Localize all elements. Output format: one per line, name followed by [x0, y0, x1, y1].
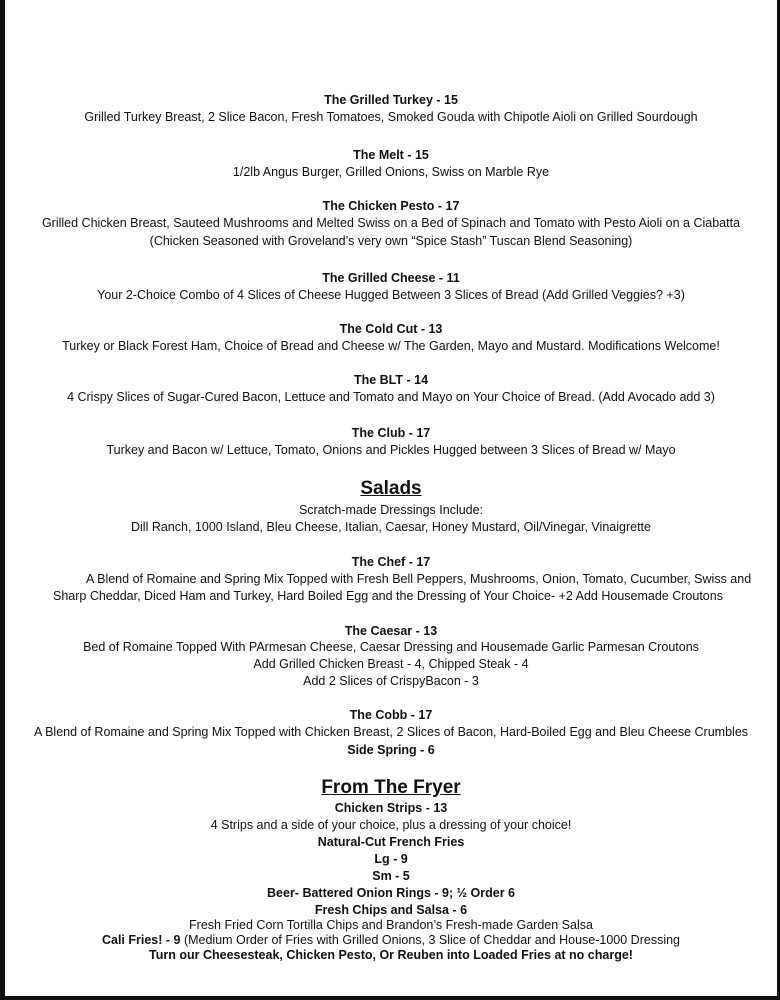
item-title-club: The Club - 17: [351, 426, 431, 440]
loaded-fries-note: Turn our Cheesesteak, Chicken Pesto, Or Reuben into Loaded Fries at no charge!: [149, 948, 633, 962]
item-desc-chicken-pesto: Grilled Chicken Breast, Sauteed Mushrooms and Melted Swiss on a Bed of Spinach and Tomato with Pesto Aioli on a Ciabatta: [41, 216, 741, 230]
item-desc-blt: 4 Crispy Slices of Sugar-Cured Bacon, Lettuce and Tomato and Mayo on Your Choice of Bread. (Add Avocado add 3): [67, 390, 715, 404]
item-desc-chef-line1: A Blend of Romaine and Spring Mix Topped with Fresh Bell Peppers, Mushrooms, Onion, Tomato, Cucumber, Swiss and: [86, 572, 752, 586]
item-desc-chef-line2: Sharp Cheddar, Diced Ham and Turkey, Hard Boiled Egg and the Dressing of Your Choice- +2 Add Housemade Croutons: [53, 589, 723, 603]
item-desc-caesar: Bed of Romaine Topped With PArmesan Cheese, Caesar Dressing and Housemade Garlic Parmesan Croutons: [83, 640, 699, 654]
item-desc-melt: 1/2lb Angus Burger, Grilled Onions, Swiss on Marble Rye: [232, 165, 550, 179]
item-fries-small: Sm - 5: [372, 869, 410, 883]
item-desc-club: Turkey and Bacon w/ Lettuce, Tomato, Onions and Pickles Hugged between 3 Slices of Bread w/ Mayo: [106, 443, 676, 457]
item-title-chips-salsa: Fresh Chips and Salsa - 6: [314, 903, 468, 917]
item-fries-large: Lg - 9: [374, 852, 408, 866]
item-note-chicken-pesto: (Chicken Seasoned with Groveland’s very own “Spice Stash” Tuscan Blend Seasoning): [149, 234, 633, 248]
item-desc-cobb: A Blend of Romaine and Spring Mix Topped with Chicken Breast, 2 Slices of Bacon, Hard-Boiled Egg and Bleu Cheese Crumbles: [33, 725, 749, 739]
item-title-chicken-strips: Chicken Strips - 13: [334, 801, 448, 815]
item-addon-caesar-1: Add Grilled Chicken Breast - 4, Chipped Steak - 4: [253, 657, 529, 671]
item-title-cold-cut: The Cold Cut - 13: [339, 322, 443, 336]
section-heading-salads: Salads: [360, 478, 422, 499]
item-desc-grilled-cheese: Your 2-Choice Combo of 4 Slices of Cheese Hugged Between 3 Slices of Bread (Add Grilled Veggies? +3): [97, 288, 685, 302]
item-addon-caesar-2: Add 2 Slices of CrispyBacon - 3: [303, 674, 479, 688]
item-desc-chicken-strips: 4 Strips and a side of your choice, plus a dressing of your choice!: [210, 818, 572, 832]
item-side-spring: Side Spring - 6: [347, 743, 435, 757]
item-title-grilled-turkey: The Grilled Turkey - 15: [324, 93, 458, 107]
item-title-caesar: The Caesar - 13: [344, 624, 438, 638]
dressings-intro: Scratch-made Dressings Include:: [298, 503, 484, 517]
item-desc-grilled-turkey: Grilled Turkey Breast, 2 Slice Bacon, Fresh Tomatoes, Smoked Gouda with Chipotle Aioli on Grilled Sourdough: [84, 110, 698, 124]
section-heading-fryer: From The Fryer: [321, 777, 461, 798]
item-desc-cali-fries: (Medium Order of Fries with Grilled Onions, 3 Slice of Cheddar and House-1000 Dressing: [180, 933, 681, 947]
item-title-melt: The Melt - 15: [353, 148, 429, 162]
item-title-cali-fries: Cali Fries! - 9: [101, 933, 181, 947]
dressings-list: Dill Ranch, 1000 Island, Bleu Cheese, Italian, Caesar, Honey Mustard, Oil/Vinegar, Vinaigrette: [131, 520, 651, 534]
bottom-border: [0, 996, 780, 1000]
item-cali-fries: [5, 933, 777, 948]
item-title-chicken-pesto: The Chicken Pesto - 17: [322, 199, 460, 213]
item-onion-rings: Beer- Battered Onion Rings - 9; ½ Order 6: [267, 886, 515, 900]
item-title-cobb: The Cobb - 17: [349, 708, 433, 722]
item-title-chef: The Chef - 17: [351, 555, 431, 569]
item-title-grilled-cheese: The Grilled Cheese - 11: [322, 271, 460, 285]
item-desc-chips-salsa: Fresh Fried Corn Tortilla Chips and Brandon’s Fresh-made Garden Salsa: [189, 918, 593, 932]
item-title-french-fries: Natural-Cut French Fries: [317, 835, 465, 849]
item-title-blt: The BLT - 14: [353, 373, 429, 387]
item-desc-cold-cut: Turkey or Black Forest Ham, Choice of Bread and Cheese w/ The Garden, Mayo and Mustard. Modifications Welcome!: [62, 339, 720, 353]
